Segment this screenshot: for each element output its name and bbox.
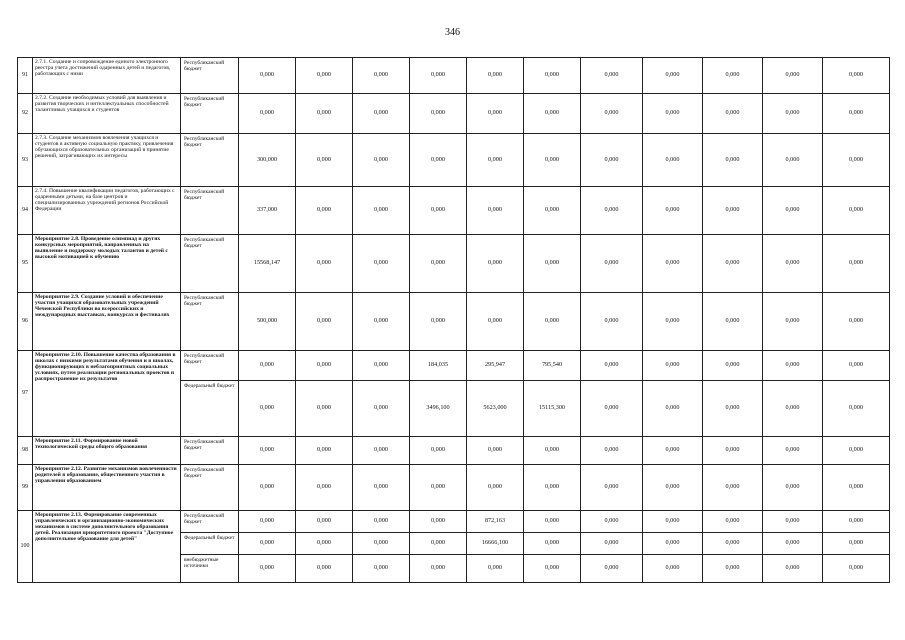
value-cell: 0,000 bbox=[763, 381, 823, 437]
value-cell: 0,000 bbox=[763, 555, 823, 583]
activity-name: Мероприятие 2.10. Повышение качества образования в школах с низкими результатами обучения и в школах, функционирующих в неблагоприятных социальных условиях, путем реализации региональных проектов и распространение их результатов bbox=[33, 351, 181, 437]
value-cell: 0,000 bbox=[410, 555, 467, 583]
value-cell: 0,000 bbox=[524, 94, 581, 134]
value-cell: 0,000 bbox=[410, 465, 467, 511]
value-cell: 0,000 bbox=[239, 511, 296, 533]
value-cell: 295,947 bbox=[467, 351, 524, 381]
table-row bbox=[18, 94, 890, 134]
funding-source: Республиканский бюджет bbox=[181, 187, 239, 235]
value-cell: 0,000 bbox=[467, 437, 524, 465]
value-cell: 0,000 bbox=[524, 187, 581, 235]
value-cell: 0,000 bbox=[467, 94, 524, 134]
value-cell: 0,000 bbox=[643, 465, 703, 511]
value-cell: 0,000 bbox=[467, 293, 524, 351]
value-cell: 0,000 bbox=[524, 555, 581, 583]
value-cell: 0,000 bbox=[524, 465, 581, 511]
value-cell: 0,000 bbox=[643, 533, 703, 555]
value-cell: 0,000 bbox=[524, 533, 581, 555]
value-cell: 0,000 bbox=[524, 293, 581, 351]
table-row bbox=[18, 187, 890, 235]
value-cell: 0,000 bbox=[296, 351, 353, 381]
value-cell: 0,000 bbox=[296, 437, 353, 465]
value-cell: 0,000 bbox=[643, 437, 703, 465]
activity-name: 2.7.3. Создание механизмов вовлечения учащихся и студентов в активную социальную практику, привлечения обучающихся образовательных организаций в принятие решений, затрагивающих их интересы bbox=[33, 134, 181, 187]
value-cell: 0,000 bbox=[823, 381, 890, 437]
value-cell: 0,000 bbox=[763, 58, 823, 94]
value-cell: 0,000 bbox=[239, 555, 296, 583]
value-cell: 0,000 bbox=[467, 134, 524, 187]
value-cell: 0,000 bbox=[643, 235, 703, 293]
value-cell: 0,000 bbox=[703, 187, 763, 235]
value-cell: 500,000 bbox=[239, 293, 296, 351]
value-cell: 0,000 bbox=[353, 555, 410, 583]
value-cell: 0,000 bbox=[296, 187, 353, 235]
value-cell: 0,000 bbox=[823, 465, 890, 511]
value-cell: 872,163 bbox=[467, 511, 524, 533]
funding-source: Республиканский бюджет bbox=[181, 134, 239, 187]
funding-source: Республиканский бюджет bbox=[181, 94, 239, 134]
value-cell: 0,000 bbox=[239, 94, 296, 134]
value-cell: 0,000 bbox=[467, 465, 524, 511]
budget-table-body bbox=[18, 58, 890, 583]
row-number: 92 bbox=[18, 94, 33, 134]
value-cell: 15115,300 bbox=[524, 381, 581, 437]
funding-source: Республиканский бюджет bbox=[181, 511, 239, 533]
row-number: 97 bbox=[18, 351, 33, 437]
funding-source: Республиканский бюджет bbox=[181, 351, 239, 381]
value-cell: 0,000 bbox=[823, 94, 890, 134]
table-row bbox=[18, 465, 890, 511]
funding-source: Республиканский бюджет bbox=[181, 58, 239, 94]
value-cell: 0,000 bbox=[353, 235, 410, 293]
value-cell: 0,000 bbox=[763, 235, 823, 293]
value-cell: 0,000 bbox=[823, 555, 890, 583]
value-cell: 0,000 bbox=[763, 94, 823, 134]
table-row bbox=[18, 293, 890, 351]
value-cell: 0,000 bbox=[763, 293, 823, 351]
value-cell: 0,000 bbox=[823, 235, 890, 293]
funding-source: Республиканский бюджет bbox=[181, 293, 239, 351]
value-cell: 0,000 bbox=[239, 465, 296, 511]
value-cell: 0,000 bbox=[763, 187, 823, 235]
value-cell: 0,000 bbox=[296, 293, 353, 351]
funding-source: Федеральный бюджет bbox=[181, 533, 239, 555]
value-cell: 0,000 bbox=[643, 134, 703, 187]
value-cell: 0,000 bbox=[581, 437, 643, 465]
value-cell: 0,000 bbox=[410, 187, 467, 235]
value-cell: 0,000 bbox=[467, 235, 524, 293]
value-cell: 0,000 bbox=[643, 187, 703, 235]
value-cell: 0,000 bbox=[763, 351, 823, 381]
value-cell: 0,000 bbox=[581, 58, 643, 94]
value-cell: 0,000 bbox=[410, 533, 467, 555]
value-cell: 0,000 bbox=[410, 293, 467, 351]
value-cell: 0,000 bbox=[524, 235, 581, 293]
value-cell: 0,000 bbox=[643, 555, 703, 583]
value-cell: 0,000 bbox=[643, 511, 703, 533]
page-number: 346 bbox=[445, 27, 460, 38]
value-cell: 0,000 bbox=[296, 235, 353, 293]
value-cell: 0,000 bbox=[467, 187, 524, 235]
funding-source: Республиканский бюджет bbox=[181, 465, 239, 511]
value-cell: 0,000 bbox=[763, 134, 823, 187]
table-row bbox=[18, 134, 890, 187]
value-cell: 0,000 bbox=[643, 351, 703, 381]
value-cell: 0,000 bbox=[296, 533, 353, 555]
table-row bbox=[18, 437, 890, 465]
activity-name: Мероприятие 2.11. Формирование новой технологической среды общего образования bbox=[33, 437, 181, 465]
value-cell: 0,000 bbox=[763, 533, 823, 555]
value-cell: 0,000 bbox=[581, 134, 643, 187]
table-row bbox=[18, 235, 890, 293]
value-cell: 0,000 bbox=[296, 134, 353, 187]
value-cell: 0,000 bbox=[353, 58, 410, 94]
value-cell: 0,000 bbox=[239, 533, 296, 555]
row-number: 94 bbox=[18, 187, 33, 235]
funding-source: Республиканский бюджет bbox=[181, 437, 239, 465]
value-cell: 0,000 bbox=[296, 511, 353, 533]
value-cell: 0,000 bbox=[763, 511, 823, 533]
value-cell: 0,000 bbox=[643, 58, 703, 94]
value-cell: 5623,000 bbox=[467, 381, 524, 437]
value-cell: 0,000 bbox=[703, 437, 763, 465]
table-row bbox=[18, 58, 890, 94]
value-cell: 0,000 bbox=[823, 351, 890, 381]
value-cell: 0,000 bbox=[823, 437, 890, 465]
value-cell: 0,000 bbox=[703, 511, 763, 533]
value-cell: 0,000 bbox=[296, 465, 353, 511]
value-cell: 0,000 bbox=[524, 58, 581, 94]
value-cell: 0,000 bbox=[581, 293, 643, 351]
value-cell: 0,000 bbox=[524, 511, 581, 533]
funding-source: внебюджетные источники bbox=[181, 555, 239, 583]
value-cell: 300,000 bbox=[239, 134, 296, 187]
value-cell: 0,000 bbox=[703, 293, 763, 351]
value-cell: 795,540 bbox=[524, 351, 581, 381]
value-cell: 0,000 bbox=[703, 58, 763, 94]
value-cell: 0,000 bbox=[581, 351, 643, 381]
row-number: 95 bbox=[18, 235, 33, 293]
activity-name: 2.7.1. Создание и сопровождение единого электронного реестра учета достижений одаренных детей и педагогов, работающих с ними bbox=[33, 58, 181, 94]
value-cell: 0,000 bbox=[581, 381, 643, 437]
value-cell: 0,000 bbox=[643, 381, 703, 437]
value-cell: 0,000 bbox=[353, 511, 410, 533]
value-cell: 0,000 bbox=[823, 293, 890, 351]
value-cell: 16666,100 bbox=[467, 533, 524, 555]
value-cell: 0,000 bbox=[823, 533, 890, 555]
row-number: 100 bbox=[18, 511, 33, 583]
value-cell: 0,000 bbox=[353, 94, 410, 134]
value-cell: 0,000 bbox=[296, 555, 353, 583]
value-cell: 0,000 bbox=[703, 465, 763, 511]
value-cell: 0,000 bbox=[703, 381, 763, 437]
value-cell: 0,000 bbox=[239, 381, 296, 437]
value-cell: 0,000 bbox=[643, 293, 703, 351]
value-cell: 0,000 bbox=[410, 511, 467, 533]
value-cell: 0,000 bbox=[823, 511, 890, 533]
value-cell: 0,000 bbox=[581, 94, 643, 134]
row-number: 93 bbox=[18, 134, 33, 187]
value-cell: 0,000 bbox=[581, 465, 643, 511]
value-cell: 0,000 bbox=[353, 465, 410, 511]
row-number: 91 bbox=[18, 58, 33, 94]
budget-table bbox=[17, 57, 890, 583]
value-cell: 0,000 bbox=[763, 465, 823, 511]
value-cell: 0,000 bbox=[581, 511, 643, 533]
table-row bbox=[18, 511, 890, 533]
activity-name: Мероприятие 2.13. Формирование современных управленческих и организационно-экономических механизмов в системе дополнительного образования детей. Реализация приоритетного проекта "Доступное дополнительное образование для детей" bbox=[33, 511, 181, 583]
value-cell: 0,000 bbox=[524, 437, 581, 465]
value-cell: 0,000 bbox=[353, 381, 410, 437]
value-cell: 0,000 bbox=[410, 235, 467, 293]
value-cell: 0,000 bbox=[581, 555, 643, 583]
value-cell: 0,000 bbox=[703, 235, 763, 293]
activity-name: Мероприятие 2.9. Создание условий и обеспечение участия учащихся образовательных учреждений Чеченской Республики во всероссийских и международных выставках, конкурсах и фестивалях bbox=[33, 293, 181, 351]
value-cell: 0,000 bbox=[353, 351, 410, 381]
value-cell: 15568,147 bbox=[239, 235, 296, 293]
row-number: 99 bbox=[18, 465, 33, 511]
value-cell: 0,000 bbox=[823, 134, 890, 187]
value-cell: 0,000 bbox=[703, 555, 763, 583]
value-cell: 0,000 bbox=[763, 437, 823, 465]
value-cell: 184,035 bbox=[410, 351, 467, 381]
value-cell: 0,000 bbox=[410, 134, 467, 187]
value-cell: 0,000 bbox=[410, 58, 467, 94]
row-number: 96 bbox=[18, 293, 33, 351]
value-cell: 0,000 bbox=[239, 58, 296, 94]
value-cell: 0,000 bbox=[703, 94, 763, 134]
value-cell: 3496,100 bbox=[410, 381, 467, 437]
activity-name: 2.7.2. Создание необходимых условий для выявления и развития творческих и интеллектуальных способностей талантливых учащихся и студентов bbox=[33, 94, 181, 134]
value-cell: 0,000 bbox=[239, 437, 296, 465]
value-cell: 0,000 bbox=[353, 437, 410, 465]
value-cell: 0,000 bbox=[410, 94, 467, 134]
value-cell: 0,000 bbox=[581, 533, 643, 555]
value-cell: 0,000 bbox=[353, 134, 410, 187]
value-cell: 0,000 bbox=[410, 437, 467, 465]
value-cell: 0,000 bbox=[353, 293, 410, 351]
value-cell: 0,000 bbox=[353, 533, 410, 555]
value-cell: 0,000 bbox=[296, 58, 353, 94]
value-cell: 0,000 bbox=[524, 134, 581, 187]
value-cell: 0,000 bbox=[703, 533, 763, 555]
value-cell: 0,000 bbox=[467, 555, 524, 583]
value-cell: 0,000 bbox=[467, 58, 524, 94]
value-cell: 0,000 bbox=[643, 94, 703, 134]
value-cell: 0,000 bbox=[239, 351, 296, 381]
activity-name: 2.7.4. Повышение квалификации педагогов, работающих с одаренными детьми, на базе центров и специализированных учреждений регионов Российской Федерации bbox=[33, 187, 181, 235]
funding-source: Федеральный бюджет bbox=[181, 381, 239, 437]
value-cell: 0,000 bbox=[703, 134, 763, 187]
value-cell: 0,000 bbox=[581, 187, 643, 235]
activity-name: Мероприятие 2.12. Развитие механизмов вовлеченности родителей в образование, общественного участия в управлении образованием bbox=[33, 465, 181, 511]
value-cell: 0,000 bbox=[823, 187, 890, 235]
value-cell: 0,000 bbox=[703, 351, 763, 381]
row-number: 98 bbox=[18, 437, 33, 465]
value-cell: 0,000 bbox=[823, 58, 890, 94]
value-cell: 0,000 bbox=[581, 235, 643, 293]
table-row bbox=[18, 351, 890, 381]
value-cell: 0,000 bbox=[296, 381, 353, 437]
value-cell: 0,000 bbox=[353, 187, 410, 235]
funding-source: Республиканский бюджет bbox=[181, 235, 239, 293]
value-cell: 337,000 bbox=[239, 187, 296, 235]
value-cell: 0,000 bbox=[296, 94, 353, 134]
activity-name: Мероприятие 2.8. Проведение олимпиад и других конкурсных мероприятий, направленных на выявление и поддержку молодых талантов и детей с высокой мотивацией к обучению bbox=[33, 235, 181, 293]
